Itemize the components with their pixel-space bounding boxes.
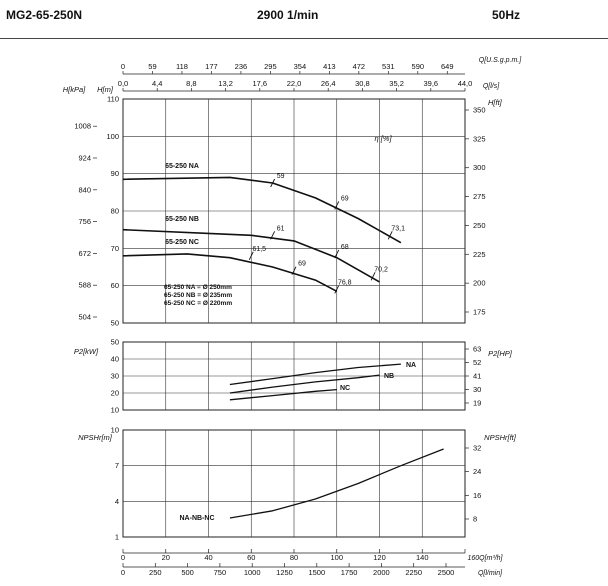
head-kpa-tick-label: 588 [78,280,91,290]
bottom-axis-lmin-tick-label: 250 [149,568,162,577]
efficiency-label: η [%] [374,134,392,143]
speed-title: 2900 1/min [257,8,319,22]
bottom-axis-m3h-tick-label: 40 [204,553,213,562]
head-kpa-tick-label: 504 [78,312,91,322]
efficiency-mark-label: 73,1 [391,225,405,233]
top-axis-gpm-tick-label: 59 [148,62,157,71]
power-chart-y-tick-label: 20 [110,388,119,398]
power-right-axis-label: P2[HP] [488,349,512,358]
efficiency-mark-label: 69 [298,260,306,268]
bottom-axis-lmin-tick-label: 750 [213,568,227,577]
power-curve-label: NA [405,362,417,369]
head-chart-right-tick-label: 225 [473,249,486,259]
head-curve-label: 65-250 NC [165,239,199,246]
top-axis-gpm-tick-label: 236 [234,62,248,71]
top-axis-ls-tick-label: 35,2 [389,79,404,88]
head-curve [123,177,401,242]
top-axis-ls-tick-label: 4,4 [151,79,163,88]
head-m-axis-label: H[m] [97,85,113,94]
head-legend-entry: 65-250 NC = Ø 220mm [164,300,233,307]
efficiency-mark-label: 69 [340,195,349,203]
bottom-axis-lmin-tick-label: 2000 [373,568,390,577]
top-axis-ls-tick-label: 44,0 [457,79,473,88]
npsh-chart-right-tick-label: 32 [473,443,482,453]
npsh-chart-right-tick-label: 8 [473,514,478,524]
power-chart-y-tick-label: 50 [110,337,119,347]
top-axis-gpm-tick-label: 531 [382,62,395,71]
top-axis-gpm-tick-label: 0 [120,62,126,71]
bottom-axis-lmin-tick-label: 500 [181,568,194,577]
head-legend-entry: 65-250 NB = Ø 235mm [164,292,233,299]
top-axis-gpm-tick-label: 295 [264,62,277,71]
top-axis-gpm-tick-label: 590 [411,62,425,71]
bottom-axis-m3h-tick-label: 60 [247,553,256,562]
head-chart-right-tick-label: 175 [473,307,486,317]
bottom-axis-lmin-unit: Q[l/min] [477,570,503,577]
top-axis-ls-tick-label: 13,2 [218,79,233,88]
npsh-chart-right-tick-label: 24 [473,467,482,477]
model-title: MG2-65-250N [6,8,83,22]
npsh-curve-label: NA-NB-NC [179,515,215,522]
power-chart-right-tick-label: 63 [473,344,482,354]
head-kpa-tick-label: 756 [78,217,91,227]
efficiency-mark-label: 61 [276,225,285,233]
power-chart-y-tick-label: 10 [110,405,119,415]
head-chart-y-tick-label: 100 [106,131,119,141]
power-curve [230,375,380,393]
head-chart-y-tick-label: 80 [110,206,119,216]
head-chart-right-tick-label: 200 [473,278,486,288]
head-chart-y-tick-label: 110 [107,94,119,104]
efficiency-mark-label: 61,5 [252,245,267,253]
bottom-axis-m3h-tick-label: 140 [415,553,429,562]
top-axis-ls-tick-label: 39,6 [423,79,439,88]
head-kpa-tick-label: 1008 [74,121,91,131]
top-axis-ls-tick-label: 8,8 [186,79,197,88]
bottom-axis-lmin-tick-label: 0 [120,568,126,577]
top-axis-gpm-tick-label: 118 [175,62,188,71]
bottom-axis-m3h-tick-label: 20 [161,553,170,562]
head-chart-y-tick-label: 60 [110,281,119,291]
power-left-axis-label: P2[kW] [73,347,99,356]
bottom-axis-m3h-tick-label: 80 [289,553,299,562]
bottom-axis-lmin-tick-label: 1250 [276,568,293,577]
power-curve-label: NC [339,385,351,392]
top-axis-gpm-tick-label: 649 [441,62,454,71]
head-chart-right-tick-label: 325 [473,134,486,144]
head-legend-entry: 65-250 NA = Ø 250mm [164,284,232,291]
efficiency-mark-label: 68 [340,243,349,251]
head-ft-axis-label: H[ft] [488,98,502,107]
top-axis-ls-tick-label: 30,8 [355,79,370,88]
power-curve-label: NB [383,373,395,380]
bottom-axis-lmin-tick-label: 2250 [405,568,423,577]
bottom-axis-m3h-tick-label: 120 [373,553,386,562]
efficiency-mark-label: 59 [276,173,285,180]
npsh-right-axis-label: NPSHr[ft] [484,433,516,442]
head-kpa-tick-label: 840 [78,185,91,195]
bottom-axis-m3h-tick-label: 0 [120,553,126,562]
power-chart-right-tick-label: 19 [473,398,482,408]
top-axis-ls-tick-label: 0,0 [117,79,129,88]
npsh-left-axis-label: NPSHr[m] [78,433,112,442]
head-chart-right-tick-label: 300 [473,163,486,173]
top-axis-gpm-unit: Q[U.S.g.p.m.] [478,57,522,64]
head-curve-label: 65-250 NB [165,216,199,223]
top-axis-gpm-tick-label: 413 [323,62,336,71]
bottom-axis-lmin-tick-label: 1000 [243,568,261,577]
npsh-chart-y-tick-label: 1 [114,532,119,542]
top-axis-ls-tick-label: 26,4 [320,79,336,88]
head-chart-right-tick-label: 350 [473,105,486,115]
bottom-axis-m3h-unit: 160Q[m³/h] [467,555,503,562]
head-chart-y-tick-label: 90 [110,169,119,179]
head-chart-right-tick-label: 250 [473,220,486,230]
npsh-chart-y-tick-label: 4 [114,496,119,506]
head-chart-y-tick-label: 70 [110,243,119,253]
top-axis-ls-tick-label: 22,0 [286,79,302,88]
head-kpa-tick-label: 672 [78,248,91,258]
bottom-axis-lmin-tick-label: 1500 [308,568,326,577]
bottom-axis-m3h-tick-label: 100 [330,553,344,562]
head-chart-y-tick-label: 50 [110,318,119,328]
power-chart-y-tick-label: 30 [110,371,119,381]
top-axis-ls-tick-label: 17,6 [252,79,268,88]
power-chart-right-tick-label: 52 [473,358,482,367]
power-chart-right-tick-label: 30 [473,385,482,394]
frequency-title: 50Hz [492,8,521,22]
head-curve-label: 65-250 NA [165,163,199,170]
bottom-axis-lmin-tick-label: 1750 [340,568,358,577]
efficiency-mark-label: 70,2 [374,266,388,274]
npsh-chart-y-tick-label: 7 [114,461,119,471]
power-chart-y-tick-label: 40 [110,354,119,364]
top-axis-ls-unit: Q[l/s] [482,83,500,90]
head-kpa-axis-label: H[kPa] [62,85,86,94]
top-axis-gpm-tick-label: 177 [205,62,218,71]
top-axis-gpm-tick-label: 354 [293,62,307,71]
bottom-axis-lmin-tick-label: 2500 [437,568,455,577]
top-axis-gpm-tick-label: 472 [352,62,366,71]
efficiency-mark-label: 76,8 [337,279,352,287]
head-kpa-tick-label: 924 [78,153,91,163]
head-chart-right-tick-label: 275 [473,192,486,202]
npsh-chart-y-tick-label: 10 [110,425,119,435]
npsh-chart-right-tick-label: 16 [473,490,482,500]
power-chart-right-tick-label: 41 [473,371,482,381]
